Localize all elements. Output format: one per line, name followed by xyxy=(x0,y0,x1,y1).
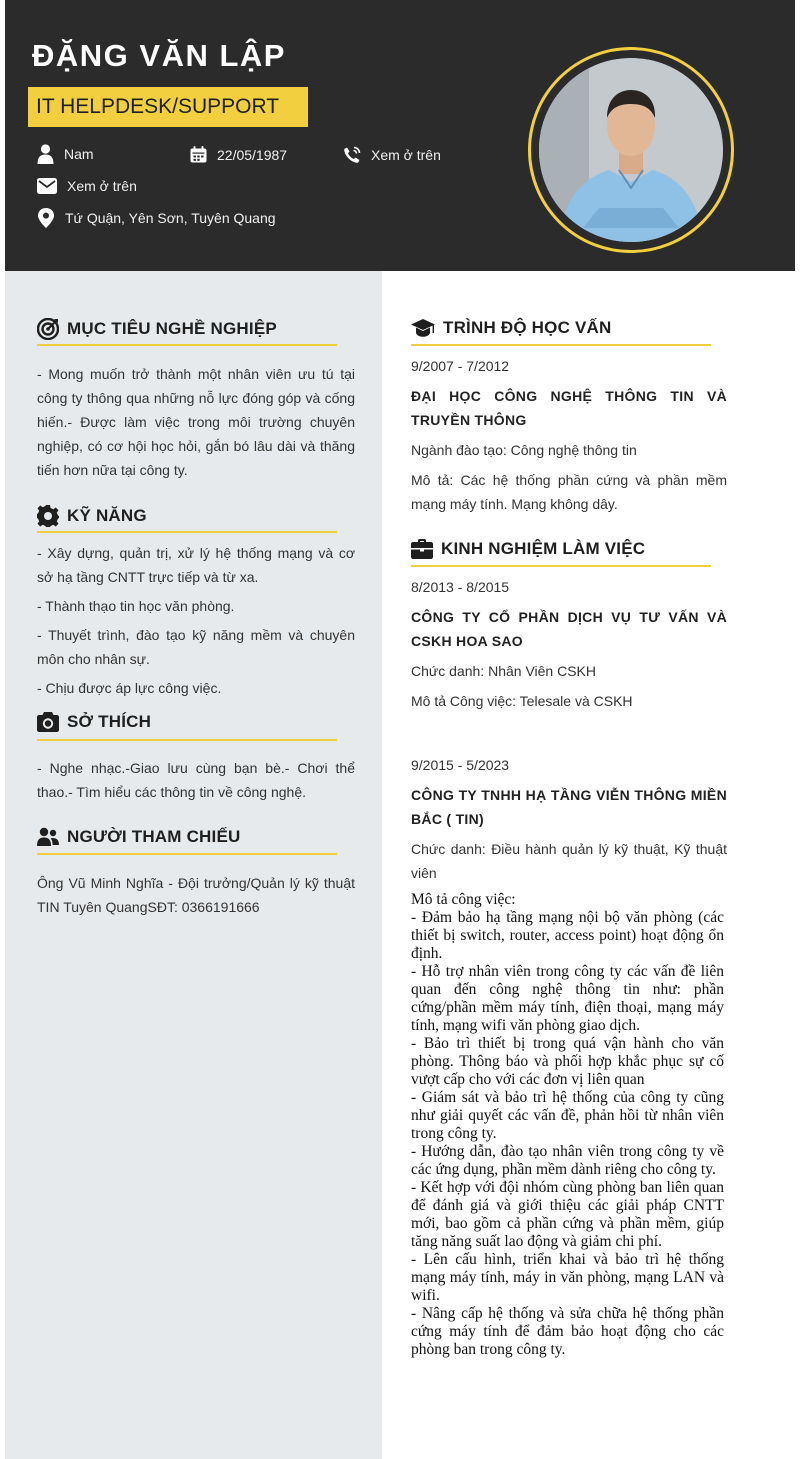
experience-divider xyxy=(411,565,711,567)
job-description: Mô tả Công việc: Telesale và CSKH xyxy=(411,693,633,709)
education-divider xyxy=(411,344,711,346)
job-position: Chức danh: Nhân Viên CSKH xyxy=(411,663,596,679)
job-duty: - Giám sát và bảo trì hệ thống của công ty cũng như giải quyết các vấn đề, phản hồi từ nhân viên trong công ty. xyxy=(411,1089,724,1142)
job-duty: - Hướng dẫn, đào tạo nhân viên trong công ty về các ứng dụng, phần mềm dành riêng cho công ty. xyxy=(411,1143,724,1178)
skills-header xyxy=(37,505,147,527)
address-text: Tứ Quận, Yên Sơn, Tuyên Quang xyxy=(65,210,276,226)
bullseye-icon xyxy=(37,318,59,340)
email-info xyxy=(37,178,137,194)
skill-item: - Chịu được áp lực công việc. xyxy=(37,680,222,696)
objective-title: MỤC TIÊU NGHỀ NGHIỆP xyxy=(67,319,277,338)
birthday-info xyxy=(190,146,287,163)
job-period: 9/2015 - 5/2023 xyxy=(411,757,510,773)
skills-title: KỸ NĂNG xyxy=(67,506,147,525)
calendar-icon xyxy=(190,146,207,163)
references-header xyxy=(37,827,240,847)
camera-icon xyxy=(37,712,59,732)
graduation-cap-icon xyxy=(411,318,435,338)
education-major: Ngành đào tạo: Công nghệ thông tin xyxy=(411,442,637,458)
job-description-block xyxy=(411,891,724,1359)
briefcase-icon xyxy=(411,539,433,559)
skills-divider xyxy=(37,531,337,533)
job-duty: - Lên cấu hình, triển khai và bảo trì hệ thống mạng máy tính, máy in văn phòng, mạng LAN và wifi. xyxy=(411,1251,724,1304)
hobbies-text: - Nghe nhạc.-Giao lưu cùng bạn bè.- Chơi thể thao.- Tìm hiểu các thông tin về công nghệ. xyxy=(37,760,355,800)
envelope-icon xyxy=(37,178,57,194)
objective-divider xyxy=(37,344,337,346)
skill-item: - Thuyết trình, đào tạo kỹ năng mềm và chuyên môn cho nhân sự. xyxy=(37,627,355,667)
education-title: TRÌNH ĐỘ HỌC VẤN xyxy=(443,318,612,337)
objective-header xyxy=(37,318,277,340)
experience-title: KINH NGHIỆM LÀM VIỆC xyxy=(441,539,646,558)
references-divider xyxy=(37,853,337,855)
job-position: Chức danh: Điều hành quản lý kỹ thuật, Kỹ thuật viên xyxy=(411,841,727,881)
education-period: 9/2007 - 7/2012 xyxy=(411,358,510,374)
user-icon xyxy=(37,144,54,164)
hobbies-header xyxy=(37,712,151,732)
education-school: ĐẠI HỌC CÔNG NGHỆ THÔNG TIN VÀ TRUYỀN THÔNG xyxy=(411,388,727,428)
job-description-heading: Mô tả công việc: xyxy=(411,891,516,908)
gender-info xyxy=(37,144,94,164)
job-period: 8/2013 - 8/2015 xyxy=(411,579,510,595)
phone-info xyxy=(343,146,441,164)
avatar xyxy=(539,58,723,242)
job-title-badge: IT HELPDESK/SUPPORT xyxy=(28,87,308,127)
references-title: NGƯỜI THAM CHIẾU xyxy=(67,827,241,846)
job-duty: - Bảo trì thiết bị trong quá vận hành cho văn phòng. Thông báo và phối hợp khắc phục sự cố vượt cấp cho với các đơn vị liên quan xyxy=(411,1035,724,1088)
education-header xyxy=(411,318,611,338)
skill-item: - Thành thạo tin học văn phòng. xyxy=(37,598,235,614)
gender-text: Nam xyxy=(64,146,94,162)
education-description: Mô tả: Các hệ thống phần cứng và phần mềm mạng máy tính. Mạng không dây. xyxy=(411,472,727,512)
job-company: CÔNG TY CỔ PHẦN DỊCH VỤ TƯ VẤN VÀ CSKH HOA SAO xyxy=(411,609,727,649)
address-info xyxy=(37,208,276,228)
job-duty: - Đảm bảo hạ tầng mạng nội bộ văn phòng (các thiết bị switch, router, access point) hoạt động ổn định. xyxy=(411,909,724,962)
birthday-text: 22/05/1987 xyxy=(217,146,288,163)
candidate-name: ĐẶNG VĂN LẬP xyxy=(32,38,286,73)
job-duty: - Hỗ trợ nhân viên trong công ty các vấn đề liên quan đến công nghệ thông tin như: phần cứng/phần mềm máy tính, điện thoại, mạng máy tính, mạng wifi văn phòng giao dịch. xyxy=(411,963,724,1034)
job-duty: - Kết hợp với đội nhóm cùng phòng ban liên quan để đánh giá và giới thiệu các giải pháp CNTT mới, bao gồm cả phần cứng và phần mềm, giúp tăng năng suất lao động và giảm chi phí. xyxy=(411,1179,724,1250)
hobbies-divider xyxy=(37,739,337,741)
references-text: Ông Vũ Minh Nghĩa - Đội trưởng/Quản lý kỹ thuật TIN Tuyên QuangSĐT: 0366191666 xyxy=(37,875,355,915)
phone-text: Xem ở trên xyxy=(371,147,441,163)
users-icon xyxy=(37,827,59,847)
hobbies-title: SỞ THÍCH xyxy=(67,712,152,731)
job-company: CÔNG TY TNHH HẠ TẦNG VIỄN THÔNG MIỀN BẮC ( TIN) xyxy=(411,787,727,827)
email-text: Xem ở trên xyxy=(67,178,137,194)
gear-icon xyxy=(37,505,59,527)
phone-icon xyxy=(343,146,361,164)
avatar-photo xyxy=(539,58,723,242)
skill-item: - Xây dựng, quản trị, xử lý hệ thống mạng và cơ sở hạ tầng CNTT trực tiếp và từ xa. xyxy=(37,545,355,585)
job-duty: - Nâng cấp hệ thống và sửa chữa hệ thống phần cứng máy tính để đảm bảo hoạt động cho các phòng ban trong công ty. xyxy=(411,1305,724,1358)
map-pin-icon xyxy=(37,208,55,228)
experience-header xyxy=(411,539,645,559)
objective-text: - Mong muốn trở thành một nhân viên ưu tú tại công ty thông qua những nỗ lực đóng góp và cống hiến.- Được làm việc trong môi trường chuyên nghiệp, có cơ hội học hỏi, gắn bó lâu dài và thăng tiến hơn nữa tại công ty. xyxy=(37,366,355,478)
